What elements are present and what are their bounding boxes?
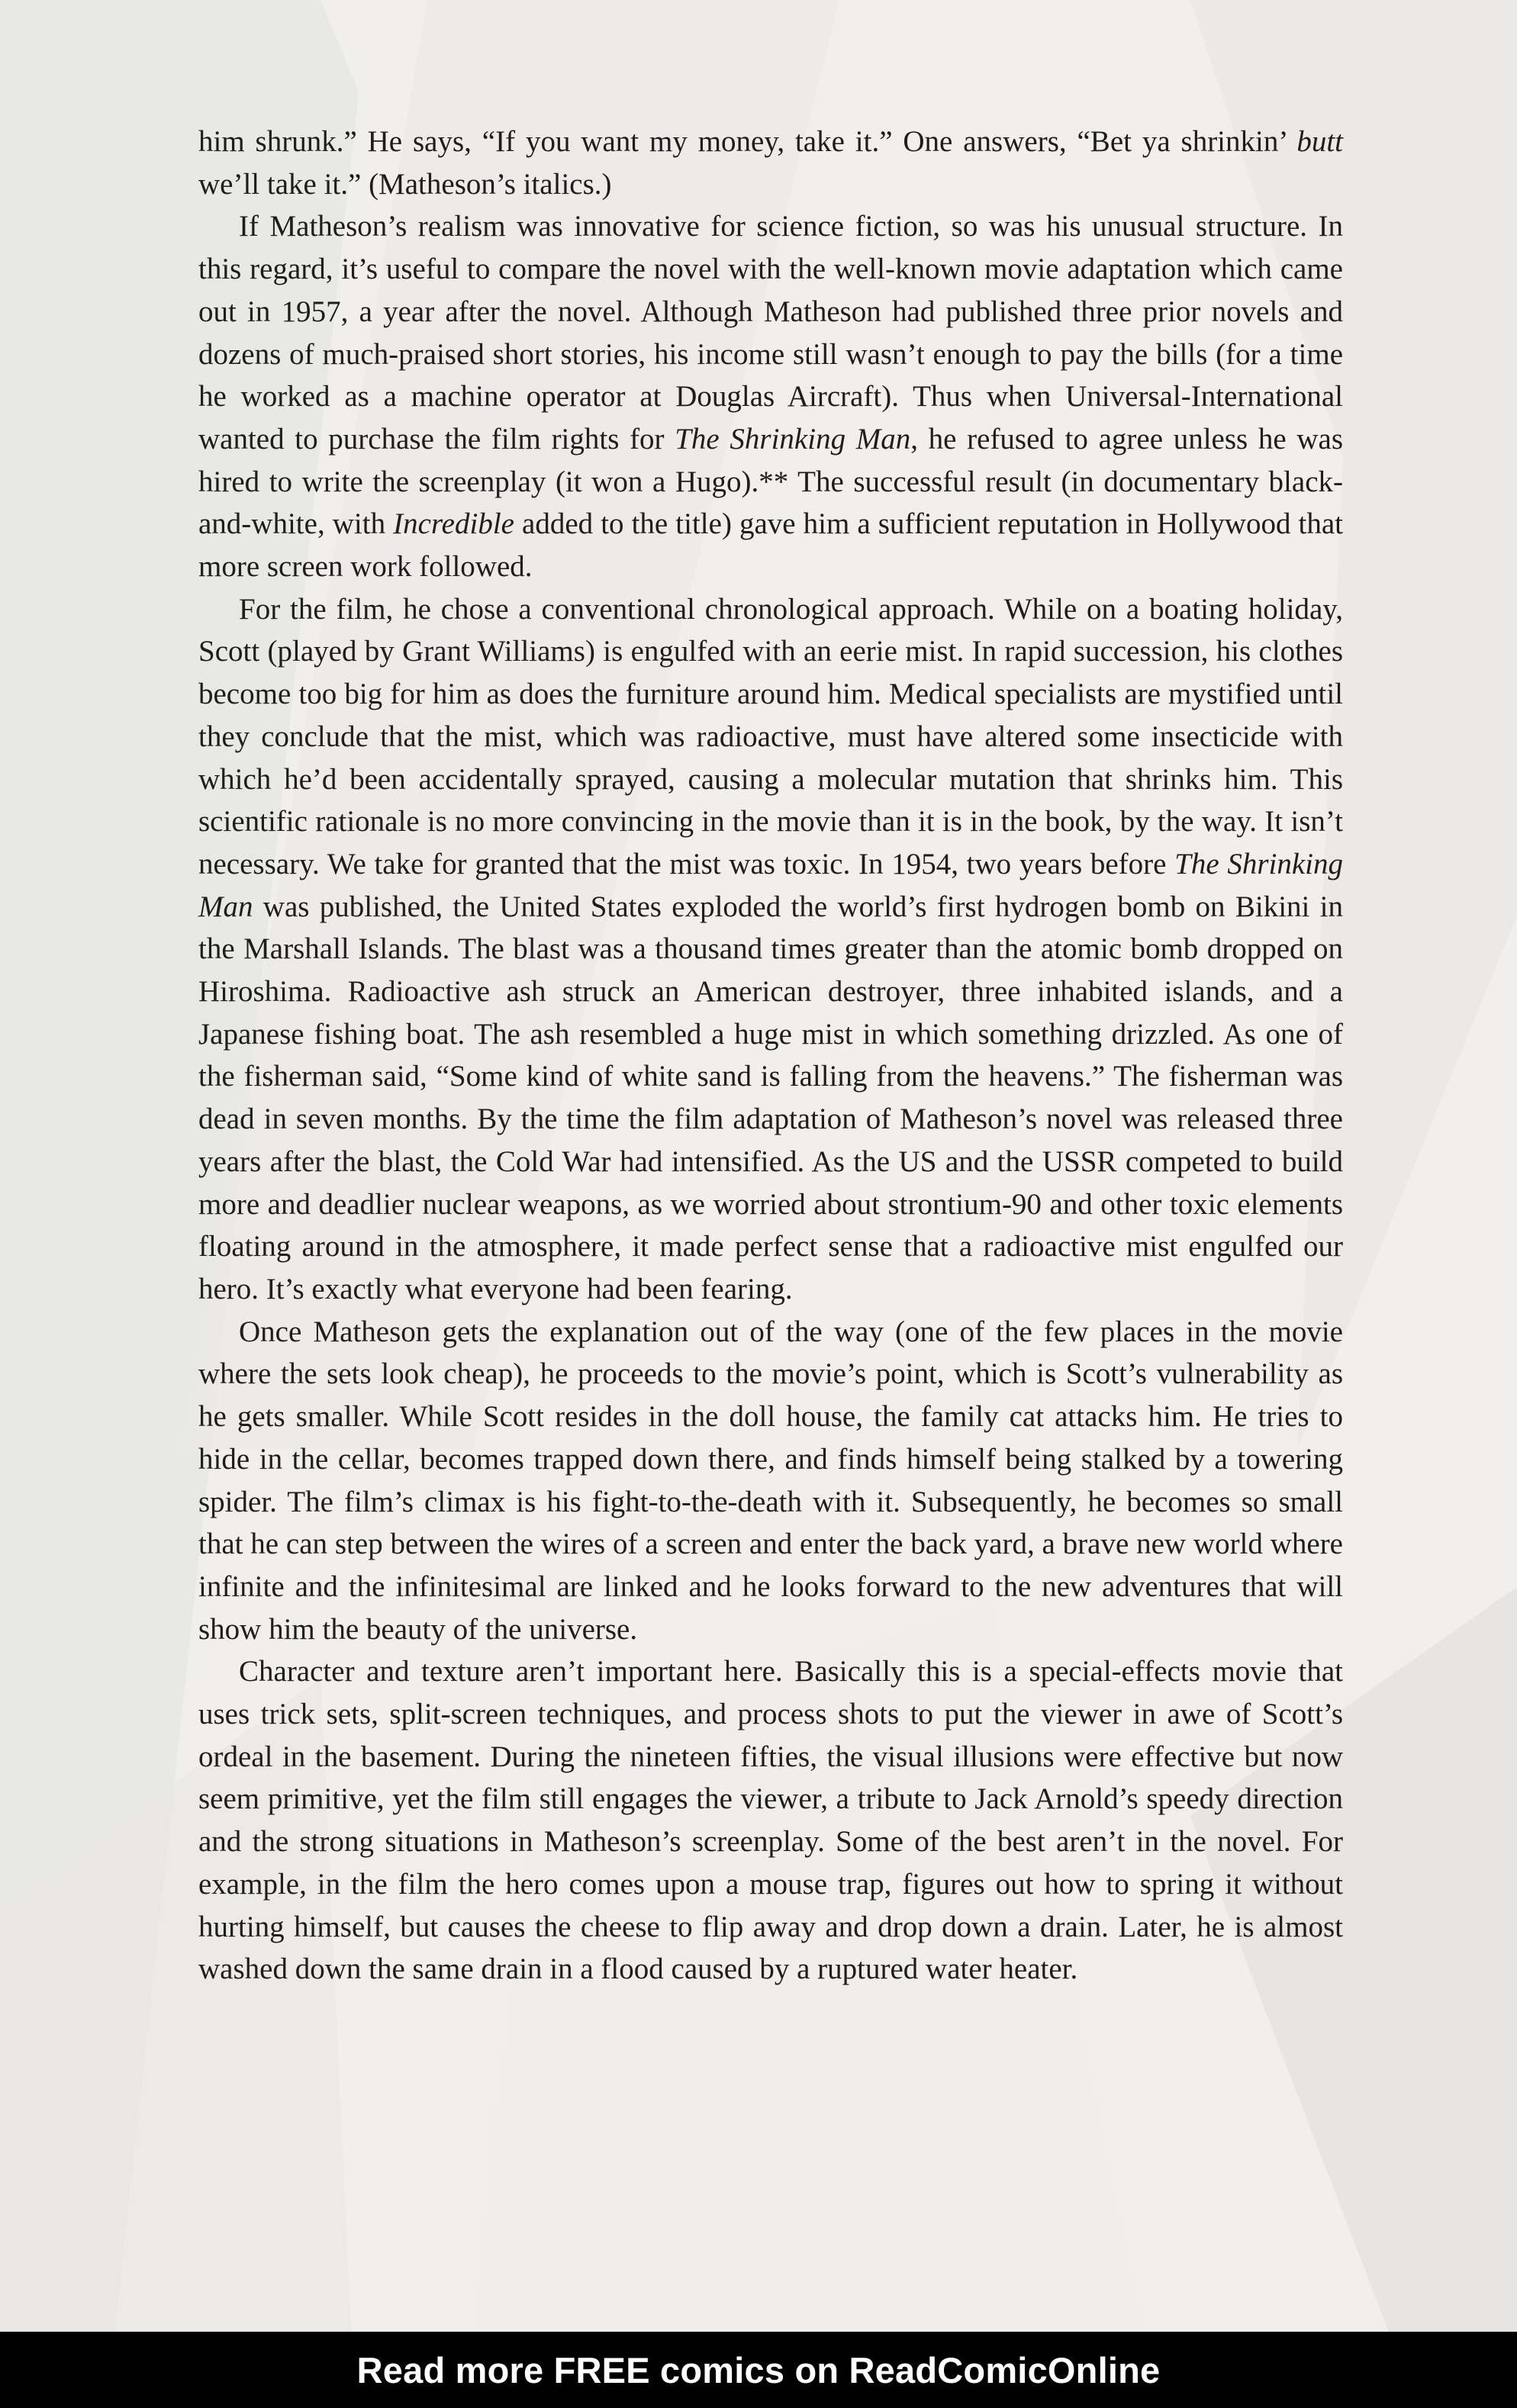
text-run: was published, the United States exploded the world’s first hydrogen bomb on Bikini in the Marshall Islands. The blast was a thousand times greater than the atomic bomb dropped on Hiroshima. Radioactive ash struck an American destroyer, three inhabited islands, and a Japanese fishing boat. The ash resembled a huge mist in which something drizzled. As one of the fisherman said, “Some kind of white sand is falling from the heavens.” The fisherman was dead in seven months. By the time the film adaptation of Matheson’s novel was released three years after the blast, the Cold War had intensified. As the US and the USSR competed to build more and deadlier nuclear weapons, as we worried about strontium-90 and other toxic elements floating around in the atmosphere, it made perfect sense that a radioactive mist engulfed our hero. It’s exactly what everyone had been fearing. (198, 890, 1343, 1305)
text-run: added to the title) gave him a sufficient reputation in Hollywood that more screen work followed. (198, 507, 1343, 584)
italic-text: butt (1296, 125, 1343, 158)
paragraph (198, 205, 1343, 588)
italic-text: The Shrinking Man (675, 422, 911, 456)
text-run: , he refused to agree unless he was hired to write the screenplay (it won a Hugo).** The successful result (in documentary black-and-white, with (198, 422, 1344, 541)
text-run: If Matheson’s realism was innovative for science fiction, so was his unusual structure. In this regard, it’s useful to compare the novel with the well-known movie adaptation which came out in 1957, a year after the novel. Although Matheson had published three prior novels and dozens of much-praised short stories, his income still wasn’t enough to pay the bills (for a time he worked as a machine operator at Douglas Aircraft). Thus when Universal-International wanted to purchase the film rights for (198, 210, 1343, 456)
promo-banner-text[interactable]: Read more FREE comics on ReadComicOnline (356, 2349, 1161, 2390)
text-run: Character and texture aren’t important here. Basically this is a special-effects movie that uses trick sets, split-screen techniques, and process shots to put the viewer in awe of Scott’s ordeal in the basement. During the nineteen fifties, the visual illusions were effective but now seem primitive, yet the film still engages the viewer, a tribute to Jack Arnold’s speedy direction and the strong situations in Matheson’s screenplay. Some of the best aren’t in the novel. For example, in the film the hero comes upon a mouse trap, figures out how to spring it without hurting himself, but causes the cheese to flip away and drop down a drain. Later, he is almost washed down the same drain in a flood caused by a ruptured water heater. (198, 1655, 1343, 1986)
paragraph (198, 588, 1343, 1311)
text-run: Once Matheson gets the explanation out of the way (one of the few places in the movie where the sets look cheap), he proceeds to the movie’s point, which is Scott’s vulnerability as he gets smaller. While Scott resides in the doll house, the family cat attacks him. He tries to hide in the cellar, becomes trapped down there, and finds himself being stalked by a towering spider. The film’s climax is his fight-to-the-death with it. Subsequently, he becomes so small that he can step between the wires of a screen and enter the back yard, a brave new world where infinite and the infinitesimal are linked and he looks forward to the new adventures that will show him the beauty of the universe. (198, 1315, 1343, 1646)
paragraph (198, 1311, 1343, 1651)
paragraph (198, 121, 1343, 205)
italic-text: The Shrinking Man (198, 847, 1343, 923)
text-run: we’ll take it.” (Matheson’s italics.) (198, 167, 612, 201)
italic-text: Incredible (393, 507, 514, 541)
article-body (198, 121, 1343, 1991)
promo-banner[interactable] (0, 2332, 1517, 2408)
text-run: him shrunk.” He says, “If you want my money, take it.” One answers, “Bet ya shrinkin’ (198, 125, 1297, 158)
text-run: For the film, he chose a conventional chronological approach. While on a boating holiday, Scott (played by Grant Williams) is engulfed with an eerie mist. In rapid succession, his clothes become too big for him as does the furniture around him. Medical specialists are mystified until they conclude that the mist, which was radioactive, must have altered some insecticide with which he’d been accidentally sprayed, causing a molecular mutation that shrinks him. This scientific rationale is no more convincing in the movie than it is in the book, by the way. It isn’t necessary. We take for granted that the mist was toxic. In 1954, two years before (198, 592, 1343, 880)
paragraph (198, 1650, 1343, 1991)
